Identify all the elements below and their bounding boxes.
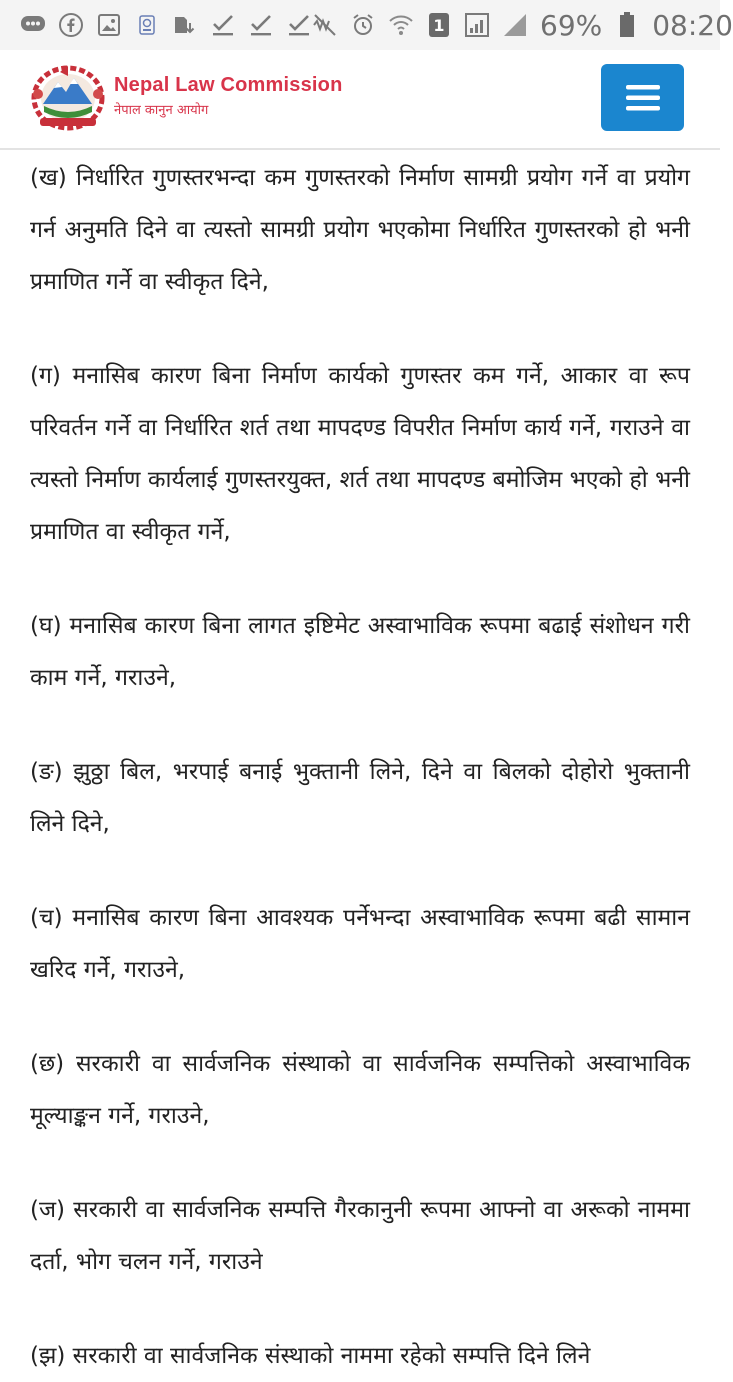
download-icon (172, 12, 198, 38)
clause-cha: (च) मनासिब कारण बिना आवश्यक पर्नेभन्दा अस्वाभाविक रूपमा बढी सामान खरिद गर्ने, गराउने, (30, 905, 690, 983)
check-icon (286, 12, 312, 38)
app-icon (134, 12, 160, 38)
clause-chha: (छ) सरकारी वा सार्वजनिक संस्थाको वा सार्वजनिक सम्पत्तिको अस्वाभाविक मूल्याङ्कन गर्ने, गराउने, (30, 1051, 690, 1129)
clause-nga: (ङ) झुठ्ठा बिल, भरपाई बनाई भुक्तानी लिने, दिने वा बिलको दोहोरो भुक्तानी लिने दिने, (30, 759, 690, 837)
sim-badge (426, 12, 452, 38)
menu-button[interactable] (601, 64, 684, 131)
notification-icons (20, 12, 312, 38)
wifi-icon (388, 12, 414, 38)
article-content (30, 152, 690, 1369)
clause-ga: (ग) मनासिब कारण बिना निर्माण कार्यको गुणस्तर कम गर्ने, आकार वा रूप परिवर्तन गर्ने वा निर्धारित शर्त तथा मापदण्ड विपरीत निर्माण कार्य गर्ने, गराउने वा त्यस्तो निर्माण कार्यलाई गुणस्तरयुक्त, शर्त तथा मापदण्ड बमोजिम भएको हो भनी प्रमाणित वा स्वीकृत गर्ने, (30, 363, 690, 545)
gallery-icon (96, 12, 122, 38)
hamburger-icon (626, 85, 660, 111)
site-header (0, 50, 720, 150)
facebook-icon (58, 12, 84, 38)
chat-icon (20, 12, 46, 38)
check-icon (248, 12, 274, 38)
mute-icon (312, 12, 338, 38)
brand-title[interactable]: Nepal Law Commission (114, 74, 343, 96)
clock: 08:20 (652, 8, 733, 42)
status-bar (0, 0, 733, 50)
sim-badge-label: 1 (433, 16, 445, 35)
check-icon (210, 12, 236, 38)
signal-icon (464, 12, 490, 38)
battery-icon (614, 12, 640, 38)
alarm-icon (350, 12, 376, 38)
signal-icon (502, 12, 528, 38)
brand-subtitle: नेपाल कानुन आयोग (114, 103, 209, 118)
system-icons (312, 9, 733, 42)
clause-gha: (घ) मनासिब कारण बिना लागत इष्टिमेट अस्वाभाविक रूपमा बढाई संशोधन गरी काम गर्ने, गराउने, (30, 613, 690, 691)
battery-percent: 69% (540, 8, 603, 42)
logo-emblem[interactable] (30, 64, 106, 132)
clause-kha: (ख) निर्धारित गुणस्तरभन्दा कम गुणस्तरको निर्माण सामग्री प्रयोग गर्ने वा प्रयोग गर्न अनुमति दिने वा त्यस्तो सामग्री प्रयोग भएकोमा निर्धारित गुणस्तरको हो भनी प्रमाणित गर्ने वा स्वीकृत दिने, (30, 165, 690, 295)
clause-jha: (झ) सरकारी वा सार्वजनिक संस्थाको नाममा रहेको सम्पत्ति दिने लिने (30, 1343, 591, 1369)
clause-ja: (ज) सरकारी वा सार्वजनिक सम्पत्ति गैरकानुनी रूपमा आफ्नो वा अरूको नाममा दर्ता, भोग चलन गर्ने, गराउने (30, 1197, 690, 1275)
